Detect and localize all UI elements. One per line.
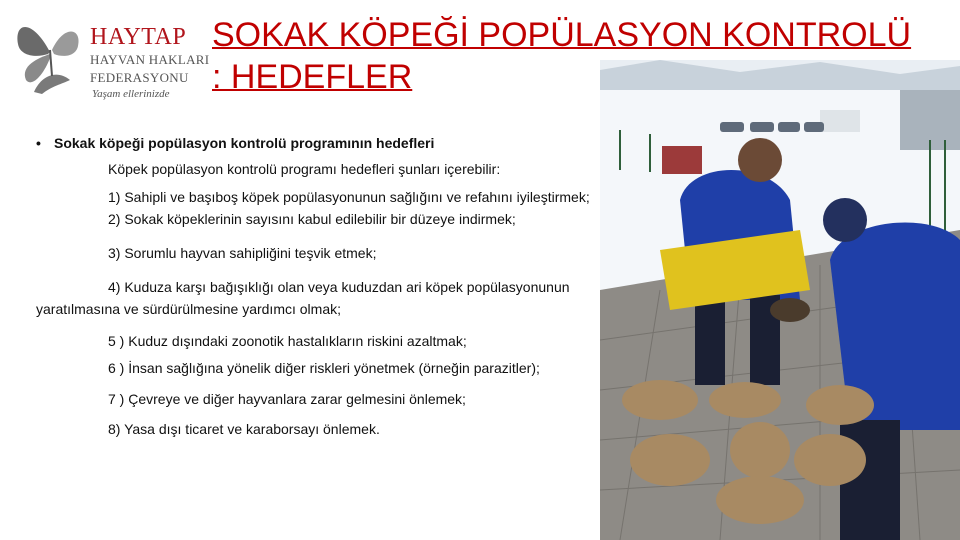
intro-text: Köpek popülasyon kontrolü programı hedefleri şunları içerebilir:	[108, 161, 501, 177]
goal-item-7: 7 ) Çevreye ve diğer hayvanlara zarar gelmesini önlemek;	[108, 391, 466, 407]
volunteers-feeding-puppies-photo	[600, 60, 960, 540]
logo-line3: FEDERASYONU	[90, 70, 189, 85]
logo-slogan: Yaşam ellerinizde	[92, 88, 170, 100]
logo-name: HAYTAP	[90, 24, 187, 50]
bullet-heading: • Sokak köpeği popülasyon kontrolü programının hedefleri	[36, 134, 606, 152]
logo-line2: HAYVAN HAKLARI	[90, 52, 210, 67]
haytap-logo	[12, 14, 212, 100]
butterfly-hand-icon	[12, 14, 88, 94]
goal-item-4: 4) Kuduza karşı bağışıklığı olan veya kuduzdan ari köpek popülasyonunun yaratılmasına ve sürdürülmesine yardımcı olmak;	[36, 279, 570, 317]
goal-item-8: 8) Yasa dışı ticaret ve karaborsayı önlemek.	[108, 421, 380, 437]
goal-item-6: 6 ) İnsan sağlığına yönelik diğer riskleri yönetmek (örneğin parazitler);	[108, 360, 540, 376]
goal-item-1: 1) Sahipli ve başıboş köpek popülasyonunun sağlığını ve refahını iyileştirmek;	[108, 189, 590, 205]
goal-item-3: 3) Sorumlu hayvan sahipliğini teşvik etmek;	[108, 245, 377, 261]
goal-item-2: 2) Sokak köpeklerinin sayısını kabul edilebilir bir düzeye indirmek;	[108, 211, 516, 227]
slide-title: SOKAK KÖPEĞİ POPÜLASYON KONTROLÜ : HEDEFLER	[212, 16, 912, 96]
goal-item-5: 5 ) Kuduz dışındaki zoonotik hastalıkların riskini azaltmak;	[108, 333, 467, 349]
slide-body	[36, 134, 606, 438]
